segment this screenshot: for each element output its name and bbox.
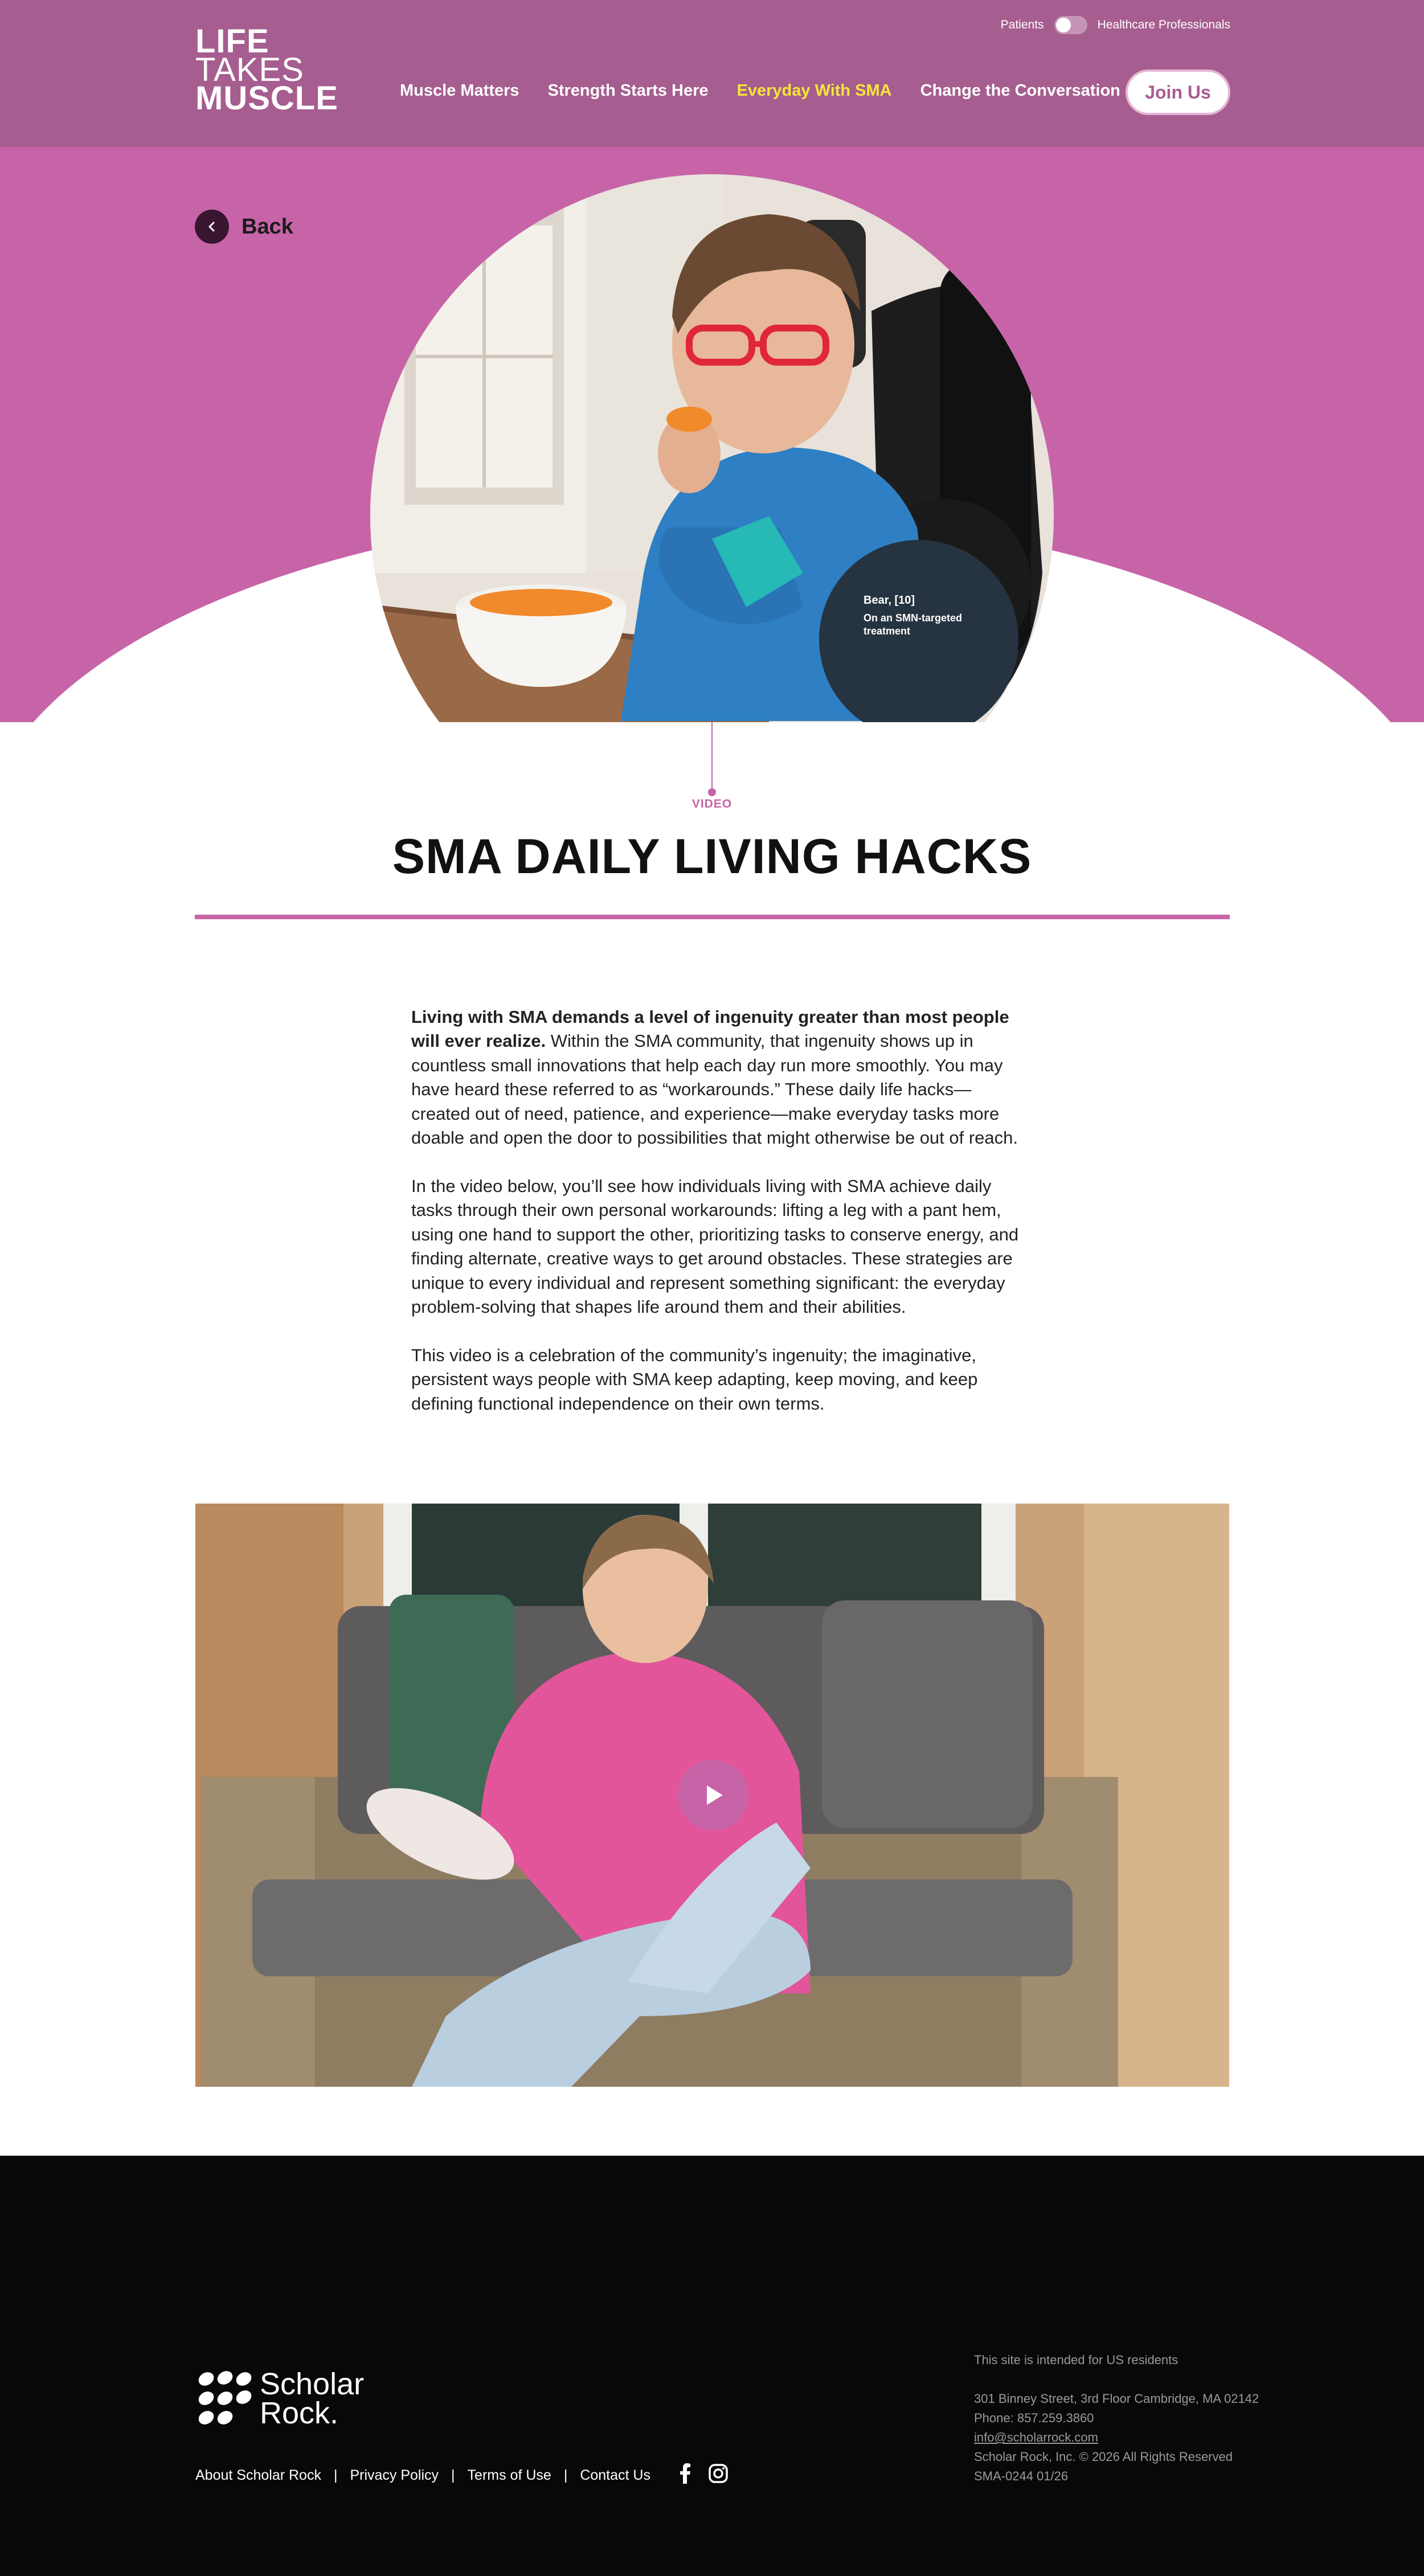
scholar-rock-mark-icon [194, 2368, 256, 2430]
wordmark-line-2: Rock. [260, 2396, 339, 2430]
intro-rest: Within the SMA community, that ingenuity shows up in countless small innovations that help each day run more smoothly. You may have heard these referred to as “workarounds.” These daily life hacks—created out of need, patience, and experience—make everyday tasks more doable and open the door to possibilities that might otherwise be out of reach. [411, 1031, 1018, 1148]
footer-links [195, 2463, 728, 2488]
content-type-label: VIDEO [691, 797, 733, 810]
logo-line-2: TAKES [195, 51, 304, 88]
wordmark-line-1: Scholar [260, 2366, 365, 2401]
back-label: Back [242, 214, 293, 239]
connector-dot [708, 788, 716, 796]
join-us-button[interactable]: Join Us [1126, 69, 1230, 115]
logo-line-3: MUSCLE [195, 79, 338, 117]
chevron-left-icon [195, 210, 229, 244]
copyright: Scholar Rock, Inc. © 2026 All Rights Reserved [974, 2450, 1233, 2464]
site-footer [0, 2156, 1424, 2576]
footer-link-terms[interactable]: Terms of Use [467, 2467, 551, 2483]
social-links [679, 2463, 728, 2488]
audience-toggle[interactable] [1054, 16, 1087, 34]
footer-link-privacy[interactable]: Privacy Policy [350, 2467, 439, 2483]
link-separator: | [451, 2467, 455, 2483]
nav-strength-starts-here[interactable]: Strength Starts Here [547, 81, 709, 100]
audience-switcher [1001, 16, 1230, 34]
caption-name: Bear, [10] [864, 594, 915, 607]
scholar-rock-wordmark [260, 2366, 365, 2430]
facebook-icon[interactable] [679, 2463, 691, 2488]
logo-line-1: LIFE [195, 23, 269, 60]
document-code: SMA-0244 01/26 [974, 2469, 1069, 2484]
life-takes-muscle-logo[interactable] [195, 23, 338, 117]
intro-paragraph [411, 1005, 1021, 1150]
patients-label[interactable]: Patients [1000, 18, 1044, 31]
site-header [0, 0, 1424, 147]
hcp-label[interactable]: Healthcare Professionals [1097, 18, 1230, 31]
body-paragraph-2: In the video below, you’ll see how individuals living with SMA achieve daily tasks through their own personal workarounds: lifting a leg with a pant hem, using one hand to support the other, prioritizing tasks to conserve energy, and finding alternate, creative ways to get around obstacles. These strategies are unique to every individual and represent something significant: the everyday problem-solving that shapes life around them and their abilities. [411, 1176, 1019, 1317]
scholar-rock-logo[interactable] [194, 2368, 364, 2430]
caption-description: On an SMN-targeted treatment [864, 612, 963, 637]
footer-link-contact[interactable]: Contact Us [580, 2467, 650, 2483]
intro-bold: Living with SMA demands a level of ingenuity greater than most people will ever realize. [411, 1007, 1009, 1051]
back-button[interactable] [195, 210, 293, 244]
body-paragraph-3: This video is a celebration of the community’s ingenuity; the imaginative, persistent ways people with SMA keep adapting, keep moving, and keep defining functional independence on their own terms. [411, 1345, 978, 1414]
title-divider [195, 915, 1230, 919]
toggle-knob [1056, 18, 1071, 32]
nav-change-the-conversation[interactable]: Change the Conversation [920, 81, 1120, 100]
link-separator: | [563, 2467, 568, 2483]
link-separator: | [333, 2467, 338, 2483]
nav-muscle-matters[interactable]: Muscle Matters [400, 81, 519, 100]
hero [0, 147, 1424, 722]
article-body [411, 1005, 1021, 1440]
instagram-icon[interactable] [709, 2464, 728, 2487]
nav-everyday-with-sma[interactable]: Everyday With SMA [736, 81, 892, 100]
footer-link-about[interactable]: About Scholar Rock [195, 2467, 321, 2483]
main-nav [400, 81, 1149, 100]
company-email-link[interactable]: info@scholarrock.com [974, 2430, 1098, 2445]
company-address: 301 Binney Street, 3rd Floor Cambridge, MA 02142 [974, 2391, 1259, 2406]
connector-line [711, 722, 713, 792]
play-icon[interactable] [678, 1760, 748, 1830]
footer-info [974, 2350, 1259, 2487]
page-title: SMA DAILY LIVING HACKS [392, 829, 1032, 884]
company-phone: Phone: 857.259.3860 [974, 2411, 1094, 2426]
us-residents-notice: This site is intended for US residents [974, 2353, 1179, 2367]
